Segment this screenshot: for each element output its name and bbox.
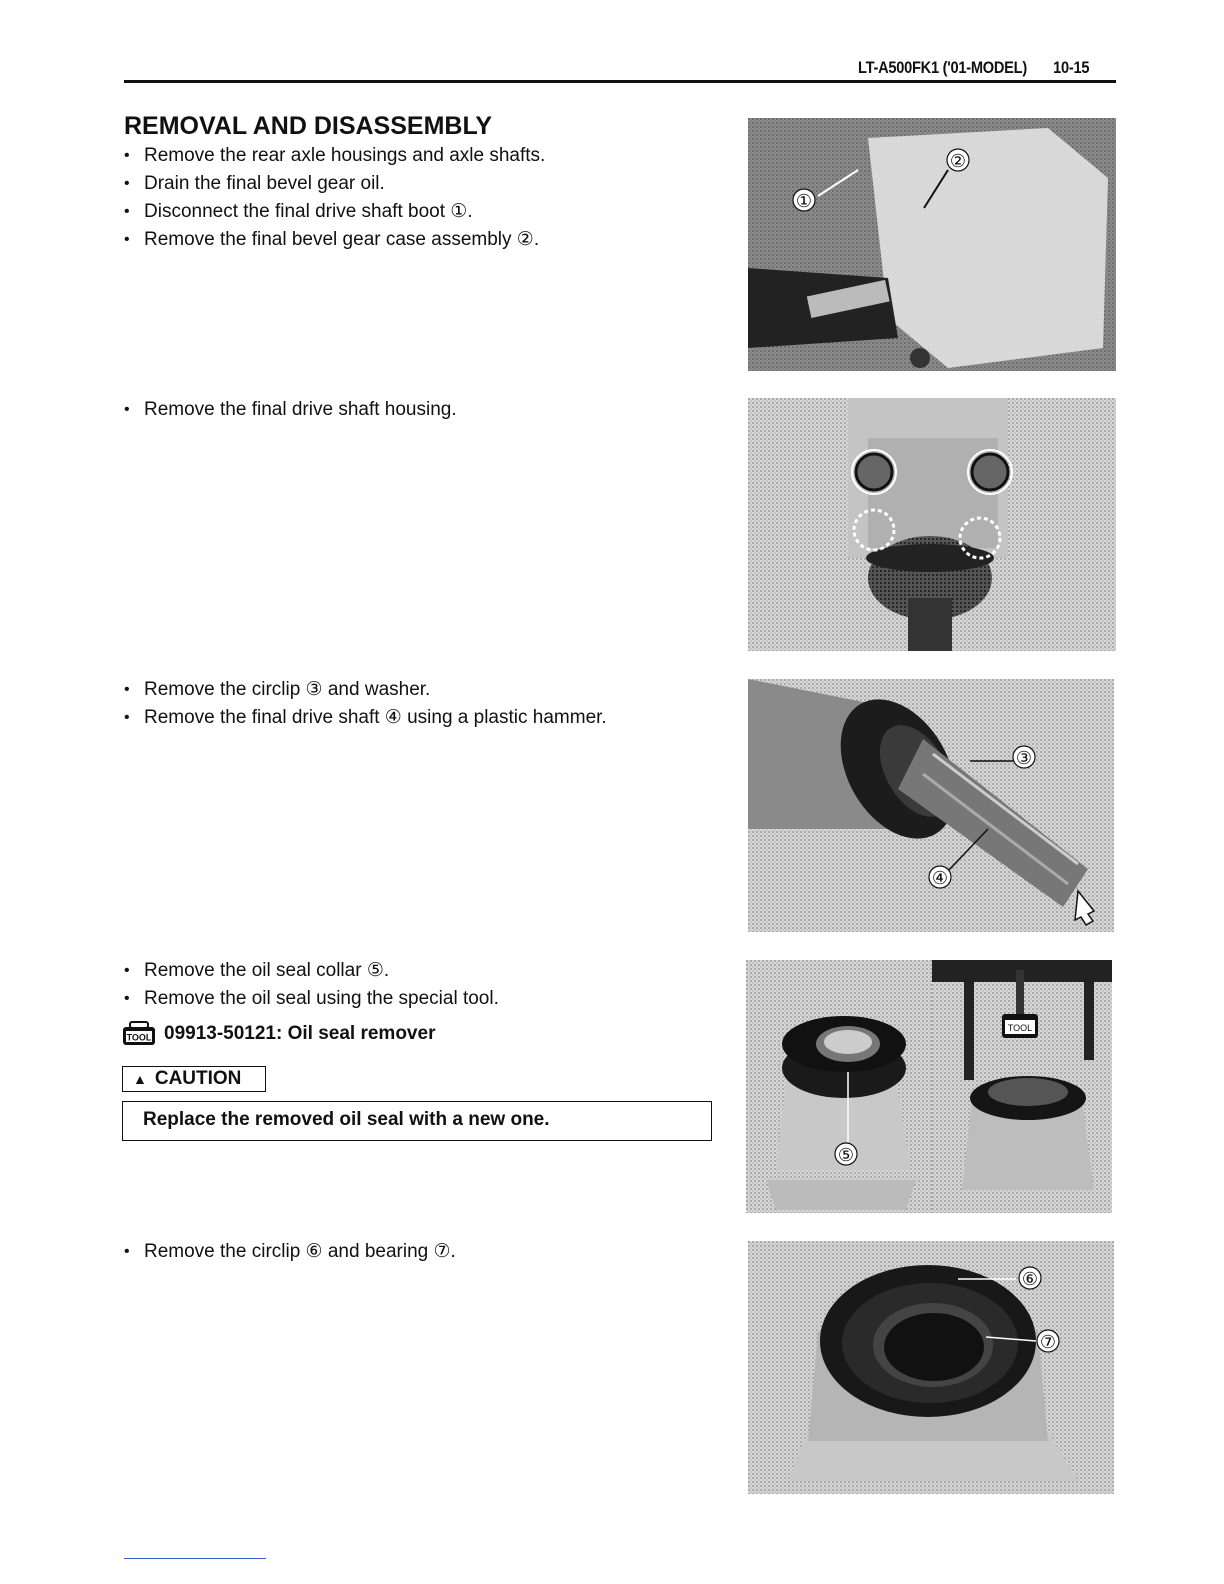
- tool-icon: [122, 1021, 156, 1046]
- caution-label: [122, 1066, 266, 1092]
- tool-icon-text: TOOL: [126, 1032, 152, 1043]
- step-list-4: [124, 957, 499, 1013]
- photo-final-drive-shaft: [748, 679, 1114, 932]
- step-item: • Remove the circlip ③ and washer.: [124, 676, 607, 704]
- warning-icon: ▲: [133, 1071, 147, 1087]
- label-4: ④: [931, 868, 949, 889]
- special-tool-line: [122, 1021, 435, 1046]
- label-6: ⑥: [1021, 1269, 1039, 1290]
- footer-link-line: [124, 1558, 266, 1559]
- step-list-5: [124, 1238, 456, 1266]
- photo-oil-seal-remover: [932, 960, 1112, 1213]
- model-name: LT-A500FK1 ('01-MODEL): [858, 58, 1027, 77]
- label-7: ⑦: [1039, 1332, 1057, 1353]
- step-item: • Remove the circlip ⑥ and bearing ⑦.: [124, 1238, 456, 1266]
- header-rule: [124, 80, 1116, 83]
- step-item: • Remove the oil seal collar ⑤.: [124, 957, 499, 985]
- step-item: • Drain the final bevel gear oil.: [124, 170, 545, 198]
- section-title: REMOVAL AND DISASSEMBLY: [124, 112, 493, 140]
- label-5: ⑤: [837, 1145, 855, 1166]
- photo-oil-seal-collar: [746, 960, 932, 1213]
- step-item: • Remove the oil seal using the special tool.: [124, 985, 499, 1013]
- caution-box: [122, 1101, 712, 1141]
- step-list-3: [124, 676, 607, 732]
- caution-text: Replace the removed oil seal with a new one.: [143, 1109, 550, 1130]
- label-1: ①: [795, 191, 813, 212]
- label-2: ②: [949, 151, 967, 172]
- photo-circlip-bearing: [748, 1241, 1114, 1494]
- page-header: [858, 58, 1089, 78]
- photo-drive-shaft-housing: [748, 398, 1116, 651]
- tool-text: 09913-50121: Oil seal remover: [164, 1022, 436, 1044]
- caution-label-text: CAUTION: [154, 1068, 242, 1089]
- step-item: • Remove the rear axle housings and axle shafts.: [124, 142, 545, 170]
- step-item: • Remove the final drive shaft ④ using a plastic hammer.: [124, 704, 607, 732]
- label-3: ③: [1015, 748, 1033, 769]
- step-list-2: [124, 396, 457, 424]
- step-item: • Disconnect the final drive shaft boot ①.: [124, 198, 545, 226]
- tool-photo-label: TOOL: [1007, 1023, 1033, 1033]
- photo-bevel-gear-case: [748, 118, 1116, 371]
- step-item: • Remove the final drive shaft housing.: [124, 396, 457, 424]
- step-item: • Remove the final bevel gear case assembly ②.: [124, 226, 545, 254]
- page-number: 10-15: [1053, 58, 1090, 77]
- step-list-1: [124, 142, 545, 254]
